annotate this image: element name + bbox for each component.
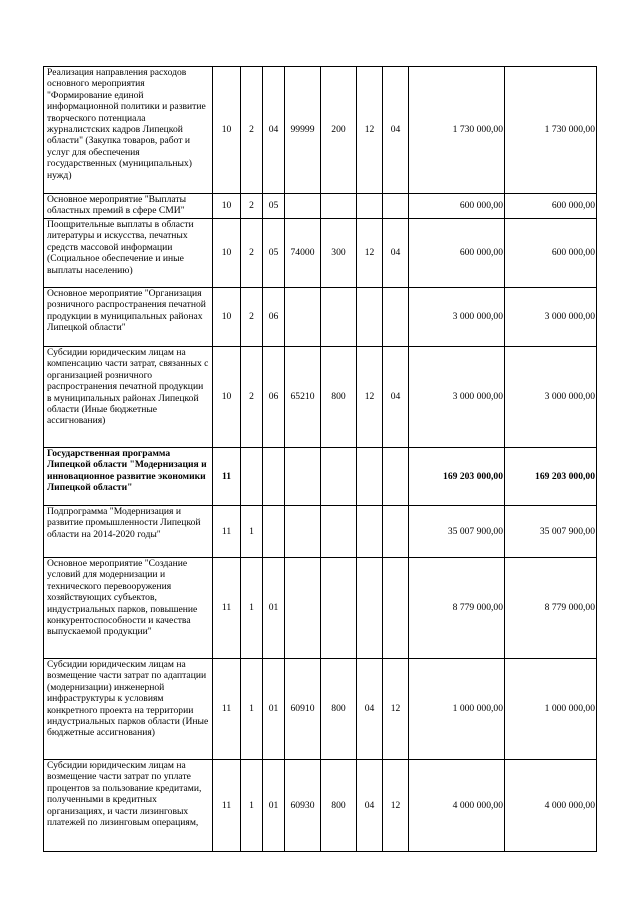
code-cell-2 [241,448,263,506]
code-cell-3: 06 [263,288,285,347]
code-cell-4 [285,194,321,219]
code-cell-7: 12 [383,659,409,760]
code-cell-7: 12 [383,760,409,852]
row-name-cell: Субсидии юридическим лицам на возмещение части затрат по адаптации (модернизации) инженерной инфраструктуры к условиям конкретного проекта на территории индустриальных парков области (Иные бюджетные ассигнования) [44,659,213,760]
code-cell-6: 12 [357,347,383,448]
code-cell-1: 10 [213,219,241,288]
table-row [44,659,597,760]
table-row [44,194,597,219]
code-cell-4: 65210 [285,347,321,448]
row-name-cell: Субсидии юридическим лицам на возмещение части затрат по уплате процентов за пользование кредитами, полученными в кредитных организациях, и части лизинговых платежей по лизинговым операциям, [44,760,213,852]
code-cell-5 [321,288,357,347]
code-cell-4 [285,448,321,506]
row-name-cell: Реализация направления расходов основного мероприятия "Формирование единой информационной политики и развитие творческого потенциала журналистских кадров Липецкой области" (Закупка товаров, работ и услуг для обеспечения государственных (муниципальных) нужд) [44,67,213,194]
amount-cell-1: 600 000,00 [409,219,505,288]
budget-table [43,66,597,852]
code-cell-6 [357,558,383,659]
code-cell-2: 1 [241,659,263,760]
code-cell-1: 10 [213,194,241,219]
code-cell-7: 04 [383,219,409,288]
table-row [44,506,597,558]
code-cell-5 [321,448,357,506]
amount-cell-2: 1 000 000,00 [505,659,597,760]
code-cell-2: 2 [241,288,263,347]
code-cell-3: 01 [263,558,285,659]
amount-cell-2: 600 000,00 [505,219,597,288]
amount-cell-2: 1 730 000,00 [505,67,597,194]
code-cell-7 [383,506,409,558]
code-cell-4 [285,558,321,659]
amount-cell-1: 1 000 000,00 [409,659,505,760]
amount-cell-1: 4 000 000,00 [409,760,505,852]
code-cell-4: 60910 [285,659,321,760]
amount-cell-1: 169 203 000,00 [409,448,505,506]
table-row [44,448,597,506]
amount-cell-2: 4 000 000,00 [505,760,597,852]
amount-cell-2: 169 203 000,00 [505,448,597,506]
code-cell-1: 10 [213,288,241,347]
code-cell-2: 2 [241,67,263,194]
code-cell-4 [285,288,321,347]
code-cell-3: 05 [263,194,285,219]
code-cell-1: 10 [213,347,241,448]
code-cell-5 [321,506,357,558]
code-cell-2: 2 [241,194,263,219]
code-cell-3: 01 [263,659,285,760]
amount-cell-2: 8 779 000,00 [505,558,597,659]
code-cell-2: 1 [241,760,263,852]
table-row [44,558,597,659]
code-cell-3: 05 [263,219,285,288]
code-cell-3: 01 [263,760,285,852]
code-cell-7: 04 [383,347,409,448]
code-cell-5 [321,558,357,659]
table-row [44,760,597,852]
code-cell-7 [383,448,409,506]
code-cell-3 [263,448,285,506]
row-name-cell: Государственная программа Липецкой области "Модернизация и инновационное развитие экономики Липецкой области" [44,448,213,506]
code-cell-5: 800 [321,760,357,852]
code-cell-5: 800 [321,659,357,760]
code-cell-1: 11 [213,506,241,558]
code-cell-4: 74000 [285,219,321,288]
code-cell-4: 60930 [285,760,321,852]
code-cell-7: 04 [383,67,409,194]
amount-cell-1: 3 000 000,00 [409,347,505,448]
amount-cell-1: 600 000,00 [409,194,505,219]
code-cell-1: 11 [213,659,241,760]
table-row [44,347,597,448]
amount-cell-1: 1 730 000,00 [409,67,505,194]
code-cell-2: 1 [241,506,263,558]
code-cell-2: 2 [241,219,263,288]
amount-cell-1: 8 779 000,00 [409,558,505,659]
code-cell-6 [357,506,383,558]
table-row [44,288,597,347]
row-name-cell: Субсидии юридическим лицам на компенсацию части затрат, связанных с организацией розничного распространения печатной продукции в муниципальных районах Липецкой области (Иные бюджетные ассигнования) [44,347,213,448]
row-name-cell: Поощрительные выплаты в области литературы и искусства, печатных средств массовой информации (Социальное обеспечение и иные выплаты населению) [44,219,213,288]
code-cell-1: 11 [213,558,241,659]
amount-cell-2: 3 000 000,00 [505,288,597,347]
code-cell-5: 300 [321,219,357,288]
table-row [44,67,597,194]
code-cell-2: 2 [241,347,263,448]
code-cell-3: 06 [263,347,285,448]
code-cell-3: 04 [263,67,285,194]
code-cell-6: 12 [357,219,383,288]
amount-cell-2: 600 000,00 [505,194,597,219]
code-cell-3 [263,506,285,558]
row-name-cell: Основное мероприятие "Выплаты областных премий в сфере СМИ" [44,194,213,219]
code-cell-6: 04 [357,659,383,760]
code-cell-2: 1 [241,558,263,659]
code-cell-6: 12 [357,67,383,194]
amount-cell-2: 35 007 900,00 [505,506,597,558]
code-cell-5 [321,194,357,219]
code-cell-6: 04 [357,760,383,852]
amount-cell-1: 35 007 900,00 [409,506,505,558]
code-cell-1: 11 [213,760,241,852]
row-name-cell: Основное мероприятие "Создание условий для модернизации и технического перевооружения хозяйствующих субъектов, индустриальных парков, повышение конкурентоспособности и качества выпускаемой продукции" [44,558,213,659]
code-cell-1: 11 [213,448,241,506]
code-cell-6 [357,194,383,219]
amount-cell-2: 3 000 000,00 [505,347,597,448]
amount-cell-1: 3 000 000,00 [409,288,505,347]
code-cell-1: 10 [213,67,241,194]
code-cell-6 [357,448,383,506]
code-cell-7 [383,558,409,659]
row-name-cell: Подпрограмма "Модернизация и развитие промышленности Липецкой области на 2014-2020 годы" [44,506,213,558]
code-cell-7 [383,194,409,219]
code-cell-5: 800 [321,347,357,448]
code-cell-4 [285,506,321,558]
code-cell-7 [383,288,409,347]
table-row [44,219,597,288]
code-cell-6 [357,288,383,347]
code-cell-4: 99999 [285,67,321,194]
row-name-cell: Основное мероприятие "Организация розничного распространения печатной продукции в муниципальных районах Липецкой области" [44,288,213,347]
code-cell-5: 200 [321,67,357,194]
